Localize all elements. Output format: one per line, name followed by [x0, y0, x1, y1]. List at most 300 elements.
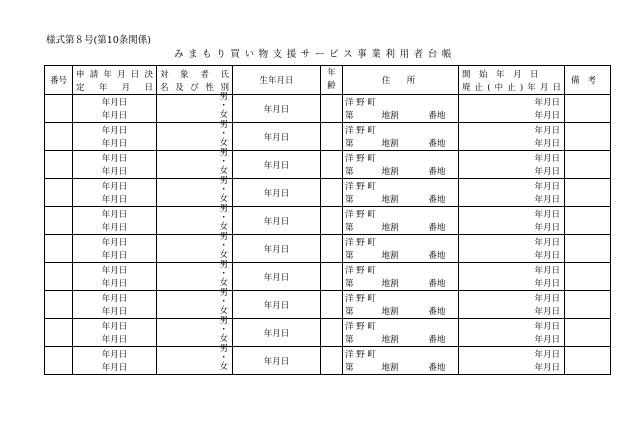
month-label: 月: [110, 293, 119, 304]
header-application-line1: 申請年月日決: [76, 69, 153, 80]
cell-age[interactable]: [321, 347, 343, 375]
lot-label: 番地: [428, 139, 446, 150]
year-label: 年: [534, 195, 543, 206]
address-stack: [343, 263, 458, 290]
day-label: 日: [551, 237, 560, 248]
ledger-table: [44, 65, 611, 375]
year-label: 年: [534, 335, 543, 346]
month-label: 月: [542, 251, 552, 262]
day-label: 日: [118, 279, 128, 290]
day-label: 日: [280, 216, 290, 227]
month-label: 月: [110, 209, 119, 220]
cell-age[interactable]: [321, 151, 343, 179]
year-label: 年: [263, 160, 273, 171]
cell-address[interactable]: [343, 347, 459, 375]
sex-marks: [157, 316, 232, 346]
dot-label: ・: [219, 185, 228, 195]
cell-number[interactable]: [45, 123, 73, 151]
year-label: 年: [534, 181, 543, 192]
cell-remarks[interactable]: [565, 291, 611, 319]
town-label: 洋 野 町: [345, 125, 376, 136]
female-label: 女: [219, 334, 228, 344]
start-date-line: [459, 151, 564, 165]
sex-marks: [157, 204, 232, 234]
cell-birth-date[interactable]: [233, 207, 321, 235]
year-label: 年: [534, 265, 543, 276]
decision-date-line: [73, 221, 156, 235]
day-label: 日: [118, 349, 128, 360]
cell-application-date[interactable]: [73, 263, 157, 291]
cell-birth-date[interactable]: [233, 151, 321, 179]
birth-date-line: [233, 103, 320, 115]
cell-address[interactable]: [343, 207, 459, 235]
day-label: 日: [118, 237, 128, 248]
end-date-line: [459, 137, 564, 151]
address-town-line: [343, 123, 458, 137]
dot-label: ・: [219, 241, 228, 251]
day-label: 日: [118, 363, 128, 374]
female-label: 女: [219, 166, 228, 176]
lot-label: 番地: [428, 195, 446, 206]
cell-remarks[interactable]: [565, 319, 611, 347]
lot-label: 番地: [428, 251, 446, 262]
dot-label: ・: [219, 101, 228, 111]
lot-label: 番地: [428, 335, 446, 346]
day-label: 日: [551, 139, 560, 150]
male-label: 男: [219, 316, 228, 326]
period-stack: [459, 319, 564, 346]
ward-label: 地割: [381, 307, 399, 318]
address-stack: [343, 179, 458, 206]
cell-remarks[interactable]: [565, 95, 611, 123]
month-label: 月: [542, 209, 552, 220]
cell-period[interactable]: [459, 319, 565, 347]
ward-prefix-label: 第: [345, 335, 354, 346]
day-label: 日: [118, 265, 128, 276]
address-stack: [343, 235, 458, 262]
day-label: 日: [118, 125, 128, 136]
table-row: [45, 207, 611, 235]
cell-remarks[interactable]: [565, 235, 611, 263]
cell-age[interactable]: [321, 95, 343, 123]
header-period-line2: 廃止(中止)年月日: [462, 82, 561, 93]
dot-label: ・: [219, 157, 228, 167]
cell-address[interactable]: [343, 95, 459, 123]
period-stack: [459, 179, 564, 206]
cell-remarks[interactable]: [565, 151, 611, 179]
year-label: 年: [534, 153, 543, 164]
address-lot-line: [343, 277, 458, 291]
cell-period[interactable]: [459, 151, 565, 179]
cell-subject[interactable]: [157, 316, 233, 347]
dot-label: ・: [219, 353, 228, 363]
application-date-line: [73, 123, 156, 137]
day-label: 日: [118, 195, 128, 206]
cell-period[interactable]: [459, 95, 565, 123]
year-label: 年: [101, 97, 111, 108]
year-label: 年: [263, 132, 273, 143]
year-label: 年: [101, 237, 111, 248]
cell-birth-date[interactable]: [233, 179, 321, 207]
birth-date-line: [233, 187, 320, 199]
form-number: 様式第８号(第10条関係): [46, 35, 152, 46]
cell-age[interactable]: [321, 179, 343, 207]
day-label: 日: [118, 97, 128, 108]
year-label: 年: [534, 363, 543, 374]
day-label: 日: [280, 300, 290, 311]
application-date-stack: [73, 123, 156, 150]
address-town-line: [343, 207, 458, 221]
ward-label: 地割: [381, 195, 399, 206]
address-stack: [343, 123, 458, 150]
address-stack: [343, 95, 458, 122]
day-label: 日: [551, 279, 560, 290]
month-label: 月: [272, 356, 281, 367]
cell-application-date[interactable]: [73, 123, 157, 151]
day-label: 日: [551, 307, 560, 318]
cell-application-date[interactable]: [73, 207, 157, 235]
ward-prefix-label: 第: [345, 363, 354, 374]
month-label: 月: [542, 265, 552, 276]
month-label: 月: [272, 300, 281, 311]
day-label: 日: [280, 272, 290, 283]
day-label: 日: [551, 349, 560, 360]
address-town-line: [343, 95, 458, 109]
year-label: 年: [534, 349, 543, 360]
cell-address[interactable]: [343, 151, 459, 179]
ward-label: 地割: [381, 139, 399, 150]
cell-age[interactable]: [321, 291, 343, 319]
header-period: [459, 66, 565, 95]
cell-age[interactable]: [321, 319, 343, 347]
cell-application-date[interactable]: [73, 179, 157, 207]
town-label: 洋 野 町: [345, 181, 376, 192]
day-label: 日: [118, 307, 128, 318]
application-date-line: [73, 207, 156, 221]
address-stack: [343, 291, 458, 318]
cell-number[interactable]: [45, 151, 73, 179]
application-date-line: [73, 319, 156, 333]
start-date-line: [459, 179, 564, 193]
birth-date-line: [233, 131, 320, 143]
sex-marks: [157, 176, 232, 206]
end-date-line: [459, 249, 564, 263]
year-label: 年: [101, 153, 111, 164]
application-date-line: [73, 347, 156, 361]
cell-subject[interactable]: [157, 176, 233, 207]
header-number: 番号: [45, 66, 73, 95]
decision-date-line: [73, 277, 156, 291]
town-label: 洋 野 町: [345, 265, 376, 276]
address-town-line: [343, 179, 458, 193]
period-stack: [459, 263, 564, 290]
male-label: 男: [219, 344, 228, 354]
cell-number[interactable]: [45, 319, 73, 347]
ward-label: 地割: [381, 111, 399, 122]
year-label: 年: [534, 307, 543, 318]
header-age: [321, 66, 343, 95]
day-label: 日: [118, 153, 128, 164]
cell-subject[interactable]: [157, 204, 233, 235]
address-lot-line: [343, 361, 458, 375]
month-label: 月: [542, 293, 552, 304]
town-label: 洋 野 町: [345, 349, 376, 360]
address-town-line: [343, 263, 458, 277]
cell-address[interactable]: [343, 319, 459, 347]
cell-period[interactable]: [459, 235, 565, 263]
table-row: [45, 123, 611, 151]
cell-address[interactable]: [343, 123, 459, 151]
cell-number[interactable]: [45, 95, 73, 123]
male-label: 男: [219, 232, 228, 242]
month-label: 月: [272, 188, 281, 199]
year-label: 年: [534, 111, 543, 122]
header-subject-line2: 名及び性別: [160, 82, 229, 93]
decision-date-line: [73, 137, 156, 151]
day-label: 日: [551, 153, 560, 164]
cell-remarks[interactable]: [565, 263, 611, 291]
male-label: 男: [219, 260, 228, 270]
day-label: 日: [118, 321, 128, 332]
address-lot-line: [343, 165, 458, 179]
cell-remarks[interactable]: [565, 123, 611, 151]
day-label: 日: [118, 167, 128, 178]
start-date-line: [459, 347, 564, 361]
address-town-line: [343, 347, 458, 361]
cell-address[interactable]: [343, 235, 459, 263]
month-label: 月: [110, 335, 119, 346]
dot-label: ・: [219, 325, 228, 335]
cell-subject[interactable]: [157, 148, 233, 179]
town-label: 洋 野 町: [345, 153, 376, 164]
cell-birth-date[interactable]: [233, 319, 321, 347]
header-period-line1: 開 始 年 月 日: [462, 69, 539, 80]
lot-label: 番地: [428, 279, 446, 290]
ward-prefix-label: 第: [345, 139, 354, 150]
cell-remarks[interactable]: [565, 207, 611, 235]
cell-number[interactable]: [45, 291, 73, 319]
cell-number[interactable]: [45, 207, 73, 235]
month-label: 月: [272, 328, 281, 339]
month-label: 月: [542, 223, 552, 234]
month-label: 月: [110, 153, 119, 164]
cell-birth-date[interactable]: [233, 347, 321, 375]
ward-prefix-label: 第: [345, 251, 354, 262]
cell-subject[interactable]: [157, 260, 233, 291]
cell-application-date[interactable]: [73, 319, 157, 347]
ward-label: 地割: [381, 167, 399, 178]
table-row: [45, 235, 611, 263]
application-date-stack: [73, 263, 156, 290]
ward-prefix-label: 第: [345, 167, 354, 178]
month-label: 月: [542, 125, 552, 136]
table-row: [45, 179, 611, 207]
male-label: 男: [219, 92, 228, 102]
end-date-line: [459, 165, 564, 179]
address-lot-line: [343, 137, 458, 151]
day-label: 日: [280, 132, 290, 143]
start-date-line: [459, 123, 564, 137]
header-application-line2: 定 年 月 日: [76, 82, 153, 93]
day-label: 日: [551, 251, 560, 262]
application-date-line: [73, 263, 156, 277]
ward-prefix-label: 第: [345, 195, 354, 206]
birth-date-line: [233, 355, 320, 367]
dot-label: ・: [219, 129, 228, 139]
cell-birth-date[interactable]: [233, 235, 321, 263]
header-remarks: 備考: [565, 66, 611, 95]
cell-application-date[interactable]: [73, 151, 157, 179]
application-date-line: [73, 291, 156, 305]
cell-application-date[interactable]: [73, 235, 157, 263]
month-label: 月: [110, 251, 119, 262]
cell-birth-date[interactable]: [233, 263, 321, 291]
cell-subject[interactable]: [157, 288, 233, 319]
address-lot-line: [343, 109, 458, 123]
year-label: 年: [101, 181, 111, 192]
lot-label: 番地: [428, 307, 446, 318]
cell-remarks[interactable]: [565, 347, 611, 375]
application-date-stack: [73, 319, 156, 346]
year-label: 年: [101, 223, 111, 234]
year-label: 年: [534, 293, 543, 304]
cell-number[interactable]: [45, 235, 73, 263]
period-stack: [459, 151, 564, 178]
application-date-stack: [73, 291, 156, 318]
cell-application-date[interactable]: [73, 347, 157, 375]
decision-date-line: [73, 249, 156, 263]
town-label: 洋 野 町: [345, 237, 376, 248]
day-label: 日: [551, 335, 560, 346]
application-date-line: [73, 151, 156, 165]
month-label: 月: [542, 139, 552, 150]
month-label: 月: [272, 272, 281, 283]
cell-birth-date[interactable]: [233, 291, 321, 319]
address-town-line: [343, 291, 458, 305]
year-label: 年: [534, 321, 543, 332]
year-label: 年: [534, 209, 543, 220]
cell-period[interactable]: [459, 123, 565, 151]
cell-address[interactable]: [343, 263, 459, 291]
cell-age[interactable]: [321, 235, 343, 263]
cell-subject[interactable]: [157, 92, 233, 123]
day-label: 日: [118, 139, 128, 150]
year-label: 年: [101, 167, 111, 178]
cell-address[interactable]: [343, 179, 459, 207]
month-label: 月: [110, 307, 119, 318]
year-label: 年: [263, 356, 273, 367]
cell-subject[interactable]: [157, 344, 233, 375]
month-label: 月: [542, 237, 552, 248]
year-label: 年: [534, 251, 543, 262]
day-label: 日: [118, 223, 128, 234]
day-label: 日: [280, 188, 290, 199]
cell-remarks[interactable]: [565, 179, 611, 207]
dot-label: ・: [219, 213, 228, 223]
year-label: 年: [263, 188, 273, 199]
cell-application-date[interactable]: [73, 291, 157, 319]
female-label: 女: [219, 362, 228, 372]
cell-birth-date[interactable]: [233, 123, 321, 151]
cell-number[interactable]: [45, 179, 73, 207]
cell-number[interactable]: [45, 347, 73, 375]
cell-age[interactable]: [321, 123, 343, 151]
application-date-stack: [73, 235, 156, 262]
cell-period[interactable]: [459, 263, 565, 291]
month-label: 月: [542, 279, 552, 290]
cell-period[interactable]: [459, 291, 565, 319]
day-label: 日: [118, 251, 128, 262]
cell-application-date[interactable]: [73, 95, 157, 123]
day-label: 日: [551, 209, 560, 220]
cell-number[interactable]: [45, 263, 73, 291]
cell-address[interactable]: [343, 291, 459, 319]
end-date-line: [459, 109, 564, 123]
birth-date-line: [233, 271, 320, 283]
month-label: 月: [110, 195, 119, 206]
month-label: 月: [110, 321, 119, 332]
application-date-stack: [73, 207, 156, 234]
table-row: [45, 151, 611, 179]
day-label: 日: [118, 111, 128, 122]
month-label: 月: [542, 167, 552, 178]
start-date-line: [459, 95, 564, 109]
cell-period[interactable]: [459, 347, 565, 375]
month-label: 月: [272, 216, 281, 227]
table-row: [45, 319, 611, 347]
female-label: 女: [219, 250, 228, 260]
month-label: 月: [542, 363, 552, 374]
male-label: 男: [219, 204, 228, 214]
town-label: 洋 野 町: [345, 321, 376, 332]
day-label: 日: [280, 244, 290, 255]
application-date-stack: [73, 95, 156, 122]
cell-period[interactable]: [459, 207, 565, 235]
year-label: 年: [534, 139, 543, 150]
cell-period[interactable]: [459, 179, 565, 207]
end-date-line: [459, 333, 564, 347]
address-lot-line: [343, 333, 458, 347]
decision-date-line: [73, 109, 156, 123]
year-label: 年: [534, 237, 543, 248]
header-row: [45, 66, 611, 95]
cell-age[interactable]: [321, 207, 343, 235]
table-row: [45, 347, 611, 375]
lot-label: 番地: [428, 223, 446, 234]
cell-subject[interactable]: [157, 232, 233, 263]
day-label: 日: [118, 293, 128, 304]
cell-age[interactable]: [321, 263, 343, 291]
year-label: 年: [534, 279, 543, 290]
cell-birth-date[interactable]: [233, 95, 321, 123]
header-age-line1: 年: [327, 68, 336, 78]
day-label: 日: [551, 125, 560, 136]
header-address: 住 所: [343, 66, 459, 95]
cell-subject[interactable]: [157, 120, 233, 151]
header-subject-line1: 対象者氏: [160, 69, 229, 80]
month-label: 月: [110, 97, 119, 108]
female-label: 女: [219, 222, 228, 232]
application-date-stack: [73, 151, 156, 178]
header-age-line2: 齢: [327, 81, 336, 91]
address-town-line: [343, 151, 458, 165]
day-label: 日: [280, 356, 290, 367]
female-label: 女: [219, 110, 228, 120]
table-row: [45, 291, 611, 319]
year-label: 年: [263, 328, 273, 339]
sex-marks: [157, 232, 232, 262]
month-label: 月: [542, 153, 552, 164]
